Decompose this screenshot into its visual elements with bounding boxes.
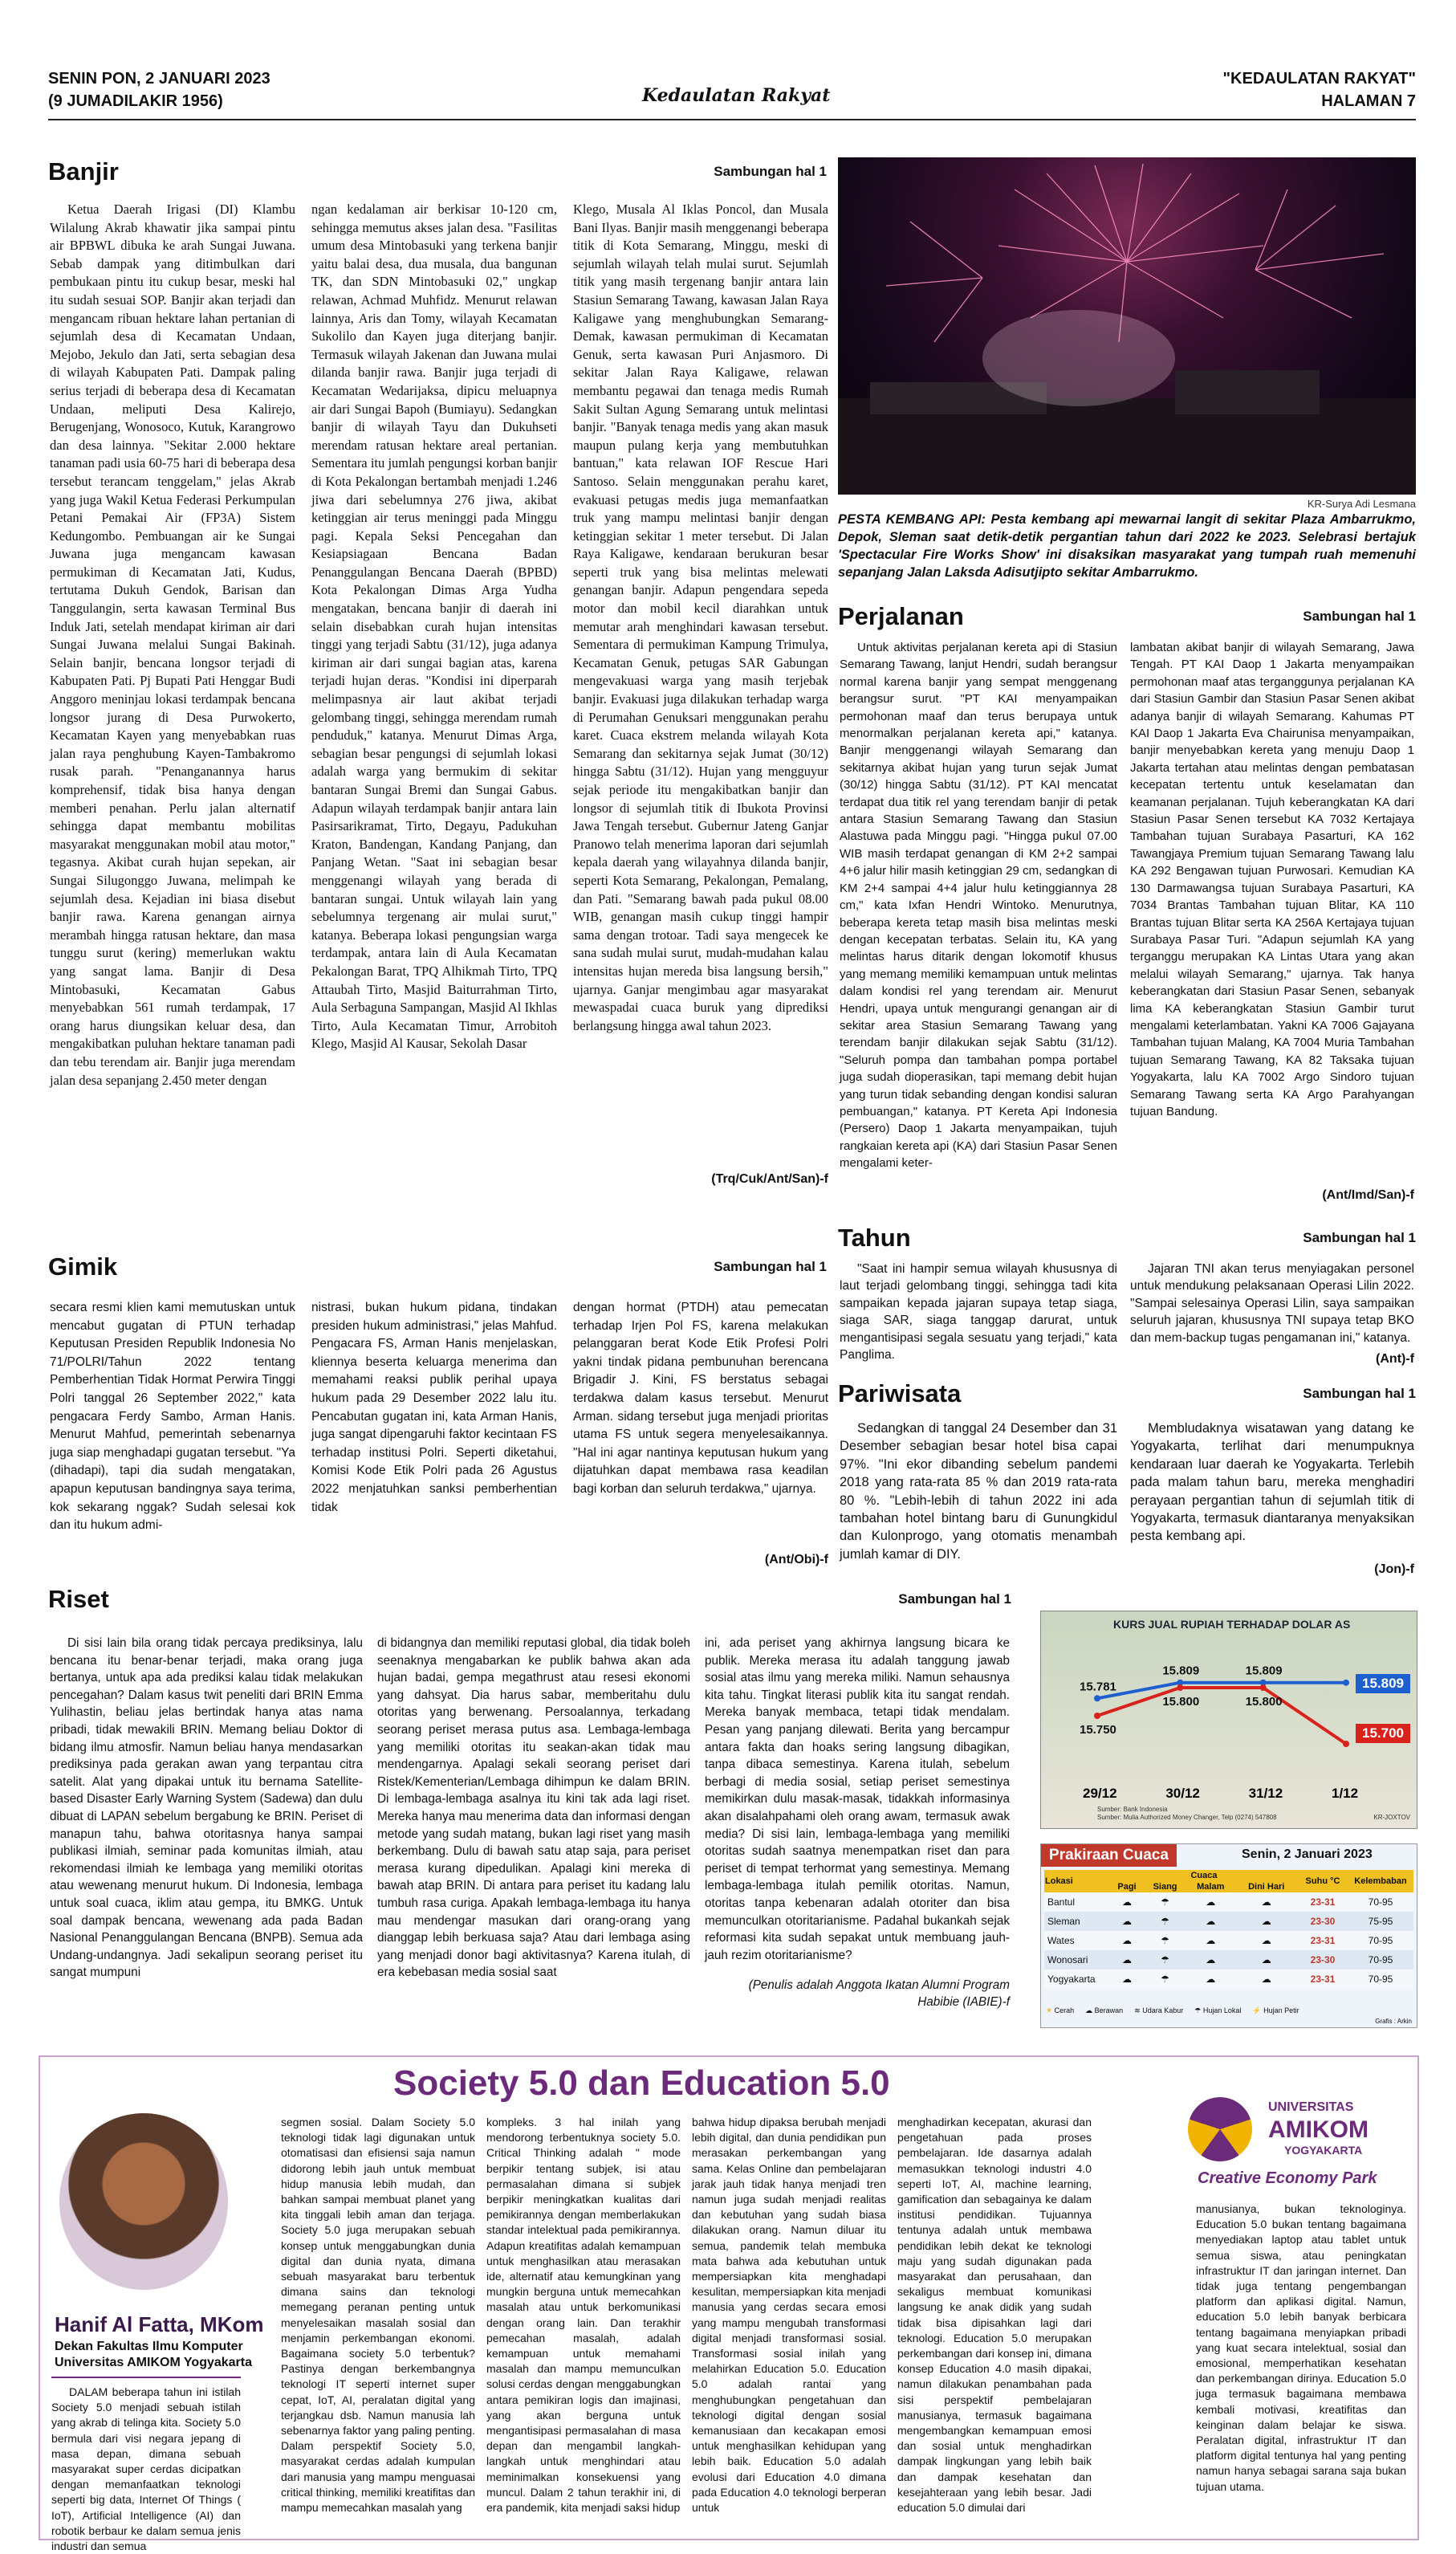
weather-icon: ☂: [1161, 1896, 1169, 1908]
data-point: [1177, 1684, 1183, 1691]
weather-icon: ☁: [1261, 1935, 1271, 1946]
kurs-panel: [1040, 1611, 1417, 1829]
weather-icon: ☁: [1206, 1935, 1216, 1946]
cuaca-title: Prakiraan Cuaca: [1041, 1844, 1177, 1867]
weather-location: Wates: [1047, 1935, 1075, 1946]
weather-icon: ☁: [1206, 1916, 1216, 1927]
value-label: 15.800: [1162, 1695, 1200, 1709]
continuation-label: Sambungan hal 1: [709, 164, 827, 180]
weather-location: Wonosari: [1047, 1954, 1088, 1965]
pariwisata-column-2: Membludaknya wisatawan yang datang ke Yogyakarta, terlihat dari menumpuknya kendaraan luar daerah ke Yogyakarta. Terlebih pada malam tahun baru, mereka menghadiri perayaan pergantian tahun di sejumlah titik di Yogyakarta, termasuk diantaranya menyaksikan pesta kembang api.: [1130, 1421, 1414, 1544]
gimik-column-3: dengan hormat (PTDH) atau pemecatan terhadap Irjen Pol FS, karena melakukan pelanggaran berat Kode Etik Profesi Polri yakni tindak pidana pembunuhan berencana Brigadir J. Kini, FS berstatus sebagai terdakwa dalam kasus tersebut. Menurut Arman. sidang tersebut juga menjadi prioritas utama FS untuk segera menyelesaikannya. "Hal ini agar nantinya keputusan hukum yang dijatuhkan dapat membawa rasa keadilan bagi korban dan seluruh terdakwa," ujarnya.: [573, 1301, 828, 1496]
data-point: [1094, 1713, 1100, 1719]
value-label: 15.750: [1080, 1723, 1116, 1737]
ad-title: Society 5.0 dan Education 5.0: [393, 2063, 890, 2103]
weather-icon: ☁: [1261, 1916, 1271, 1927]
weather-row: [1044, 1892, 1413, 1912]
head-cuaca: Cuaca: [1190, 1871, 1218, 1880]
weather-icon: ☂: [1161, 1974, 1169, 1985]
continuation-label: Sambungan hal 1: [1298, 609, 1416, 625]
tahun-column-1: "Saat ini hampir semua wilayah khususnya di laut terjadi gelombang tinggi, sehingga tadi kita sampaikan kepada jajaran supaya tetap siaga, siaga SAR, siaga tanggap darurat, untuk mengantisipasi segala sesuatu yang terjadi," kata Panglima.: [840, 1262, 1117, 1363]
weather-humidity: 70-95: [1368, 1935, 1393, 1946]
uni-label-2: AMIKOM: [1268, 2116, 1369, 2143]
weather-icon: ☁: [1121, 1974, 1132, 1985]
weather-icon: ☂: [1161, 1954, 1169, 1965]
head-kelembaban: Kelembaban: [1354, 1876, 1407, 1886]
tahun-column-2: Jajaran TNI akan terus menyiagakan personel untuk mendukung pelaksanaan Operasi Lilin 2022. "Sampai selesainya Operasi Lilin, saya sampaikan seluruh jajaran, khususnya TNI supaya tetap BKO dan mem-backup tugas pengamanan ini," katanya.: [1130, 1262, 1414, 1345]
weather-row: [1044, 1969, 1413, 1989]
legend-hujan-petir: ⚡ Hujan Petir: [1252, 2006, 1299, 2014]
weather-humidity: 70-95: [1368, 1896, 1393, 1908]
issue-date: SENIN PON, 2 JANUARI 2023: [48, 70, 270, 88]
perjalanan-column-1: Untuk aktivitas perjalanan kereta api di Stasiun Semarang Tawang, lanjut Hendri, sudah berangsur normal karena banjir yang sempat menggenang berangsur surut. "PT KAI menyampaikan permohonan maaf dan terus berupaya untuk menormalkan perjalanan kereta api," katanya. Banjir menggenangi wilayah Semarang dan sekitarnya akibat hujan yang turun sejak Jumat (30/12) hingga Sabtu (31/12). PT KAI mencatat terdapat dua titik rel yang terendam banjir di petak antara Stasiun Semarang Tawang dan Stasiun Alastuwa pada Minggu pagi. "Hingga pukul 07.00 WIB masih terdapat genangan di KM 2+2 sampai 4+6 jalur hilir masih ketinggian 29 cm, sedangkan di KM 2+4 sampai 4+4 jalur hulu ketinggiannya 28 cm," kata Ixfan Hendri Wintoko. Menurutnya, beberapa kereta tetap masih bisa melintas meski dengan kecepatan terbatas. Selain itu, KA yang melintas harus ditarik dengan lokomotif khusus yang memang memiliki kemampuan untuk melintas dalam kondisi rel yang terendam air. Menurut Hendri, upaya untuk mengurangi genangan air di sekitar area Stasiun Semarang Tawang yang terendam banjir dilakukan sejak Sabtu (31/12). "Seluruh pompa dan tambahan pompa portabel juga sudah dioperasikan, tapi memang debit hujan yang turun tidak sebanding dengan kondisi saluran pembuangan," katanya. PT Kereta Api Indonesia (Persero) Daop 1 Jakarta menyampaikan, tujuh rangkaian kereta api (KA) dari Stasiun Pasar Senen mengalami keter-: [840, 641, 1117, 1171]
cloud-icon: ☁: [1085, 2006, 1093, 2014]
series-line-1: [1097, 1688, 1346, 1744]
weather-temperature: 23-31: [1310, 1896, 1336, 1908]
author-role: Dekan Fakultas Ilmu Komputer: [55, 2340, 243, 2353]
uni-label-3: YOGYAKARTA: [1284, 2144, 1363, 2157]
weather-icon: ☂: [1161, 1916, 1169, 1927]
byline: (Trq/Cuk/Ant/San)-f: [711, 1172, 828, 1186]
legend-hujan-lokal: ☂ Hujan Lokal: [1194, 2006, 1242, 2014]
section-perjalanan: [838, 602, 1416, 634]
section-title: Pariwisata: [838, 1379, 966, 1407]
section-title: Riset: [48, 1585, 114, 1613]
author-university: Universitas AMIKOM Yogyakarta: [55, 2356, 253, 2369]
kurs-credit: KR-JOXTOV: [1373, 1814, 1410, 1821]
head-pagi: Pagi: [1117, 1882, 1137, 1892]
weather-icon: ☁: [1121, 1954, 1132, 1965]
kurs-source-1: Sumber: Bank Indonesia: [1097, 1806, 1168, 1813]
value-label: 15.809: [1162, 1664, 1200, 1678]
weather-row: [1044, 1912, 1413, 1931]
author-name: Hanif Al Fatta, MKom: [55, 2312, 264, 2336]
weather-icon: ☁: [1206, 1896, 1216, 1908]
legend-berawan: ☁ Berawan: [1085, 2006, 1124, 2014]
byline: (Ant/Obi)-f: [764, 1553, 828, 1566]
weather-row: [1044, 1950, 1413, 1969]
weather-icon: ☁: [1121, 1935, 1132, 1946]
pariwisata-column-1: Sedangkan di tanggal 24 Desember dan 31 Desember sebagian besar hotel bisa capai 97%. "Ini ekor dibanding sebelum pandemi 2018 yang rata-rata 85 % dan 2019 rata-rata 80 %. "Lebih-lebih di tahun 2022 ini ada tambahan hotel bintang baru di Gunungkidul dan Kulonprogo, yang otomatis menambah jumlah kamar di DIY.: [840, 1421, 1117, 1562]
banjir-column-2: ngan kedalaman air berkisar 10-120 cm, sehingga memutus akses jalan desa. "Fasilitas umum desa Mintobasuki yang terkena banjir yaitu balai desa, dua musala, dua bangunan TK, dan SDN Mintobasuki 02," ungkap relawan, Achmad Muhfidz. Menurut relawan lainnya, Aris dan Tomy, wilayah Kecamatan Sukolilo dan Kayen juga diterjang banjir. Termasuk wilayah Jakenan dan Juwana mulai dilanda banjir rawa. Banjir juga terjadi di Kecamatan Wedarijaksa, dipicu meluapnya air dari Sungai Bapoh (Bumiayu). Sedangkan banjir di wilayah Tayu dan Dukuhseti merendam ratusan hektare areal pertanian. Sementara itu jumlah pengungsi korban banjir di Kota Pekalongan bertambah menjadi 1.246 jiwa dari sebelumnya 276 jiwa, akibat ketinggian air terus meninggi pada Minggu pagi. Kepala Seksi Pencegahan dan Kesiapsiagaan Bencana Badan Penanggulangan Bencana Daerah (BPBD) Kota Pekalongan Dimas Arga Yudha mengatakan, bencana banjir di daerah ini selain disebabkan curah hujan intensitas tinggi yang terjadi Sabtu (31/12), juga adanya kiriman air dari sungai bagian atas, karena terjadi hujan deras. "Kondisi ini diperparah melimpasnya air laut akibat terjadi gelombang tinggi, sehingga merendam rumah penduduk," katanya. Menurut Dimas Arga, sebagian besar pengungsi di sejumlah lokasi adalah warga yang bermukim di sekitar bantaran Sungai Bremi dan Sungai Gabus. Adapun wilayah terdampak banjir antara lain Pasirsarikramat, Tirto, Degayu, Padukuhan Kraton, Bandengan, Kandang Panjang, dan Panjang Wetan. "Saat ini sebagian besar menggenangi wilayah yang berada di bantaran sungai. Untuk wilayah lain yang sebelumnya tergenang air mulai surut," katanya. Beberapa lokasi pengungsian warga terdampak, antara lain di Aula Kecamatan Pekalongan Barat, TPQ Alhikmah Tirto, TPQ Attaubah Tirto, Masjid Baiturrahman Tirto, Aula Serbaguna Sampangan, Masjid Al Ikhlas Tirto, Aula Kecamatan Timur, Arrobitoh Klego, Masjid Al Kausar, Sekolah Dasar: [311, 202, 557, 1052]
sun-icon: ☀: [1046, 2006, 1053, 2014]
weather-location: Yogyakarta: [1047, 1974, 1096, 1985]
data-point: [1343, 1680, 1349, 1686]
section-title: Perjalanan: [838, 602, 969, 630]
head-siang: Siang: [1153, 1882, 1177, 1892]
head-lokasi: Lokasi: [1045, 1876, 1073, 1886]
weather-row: [1044, 1931, 1413, 1950]
ad-column-3: kompleks. 3 hal inilah yang mendorong terbentuknya society 5.0. Critical Thinking adalah " mode berpikir tentang subjek, isi atau permasalahan dimana si subjek berpikir meningkatkan kualitas dari pemikirannya dengan memberlakukan standar intelektual pada pemikirannya. Adapun kreatifitas adalah kemampuan untuk menghasilkan atau merasakan ide, alternatif atau kemungkinan yang mungkin berguna untuk memecahkan masalah atau untuk berkomunikasi dengan orang lain. Dan terakhir pemecahan masalah, adalah kemampuan untuk memahami masalah dan mampu memunculkan solusi cerdas dengan menggabungkan antara pemikiran logis dan imajinasi, yang akan berguna untuk mengantisipasi permasalahan di masa depan dan mengambil langkah-langkah untuk menghindari atau meminimalkan konsekuensi yang muncul. Dalam 2 tahun terakhir ini, di era pandemik, kita menjadi saksi hidup: [486, 2116, 681, 2515]
cuaca-legend: [1046, 2006, 1299, 2015]
section-title: Banjir: [48, 157, 124, 185]
data-point: [1094, 1695, 1100, 1701]
weather-icon: ☁: [1121, 1916, 1132, 1927]
cuaca-table: [1044, 1870, 1413, 1989]
ad-column-1: DALAM beberapa tahun ini istilah Society 5.0 menjadi sebuah istilah yang akrab di telinga kita. Society 5.0 bermula dari visi negara jepang di masa depan, dimana sebuah masyarakat super cerdas dicipatkan dengan memanfaatkan teknologi seperti big data, Internet Of Things ( IoT), Artificial Intelligence (AI) dan robotik berbaur ke dalam semua jenis industri dan semua: [51, 2385, 241, 2553]
weather-humidity: 70-95: [1368, 1974, 1393, 1985]
rain-icon: ☂: [1194, 2006, 1202, 2014]
weather-icon: ☁: [1261, 1954, 1271, 1965]
section-pariwisata: [838, 1379, 1416, 1411]
author-note: (Penulis adalah Anggota Ikatan Alumni Program Habibie (IABIE)-f: [748, 1978, 1010, 2009]
hijri-date: (9 JUMADILAKIR 1956): [48, 92, 223, 110]
weather-location: Sleman: [1047, 1916, 1080, 1927]
continuation-label: Sambungan hal 1: [893, 1591, 1011, 1607]
ad-column-5: menghadirkan kecepatan, akurasi dan pengetahuan pada proses pembelajaran. Ide dasarnya adalah memasukkan teknologi industri 4.0 seperti IoT, AI, machine learning, gamification dan sebagainya ke dalam institusi pendidikan. Tujuannya tentunya adalah untuk membawa pendidikan lebih dekat ke teknologi maju yang sudah digunakan pada masyarakat dan perusahaan, dan sekaligus membuat komunikasi langsung ke anak didik yang sudah tidak bisa dipisahkan lagi dari teknologi. Education 5.0 merupakan perkembangan dari konsep ini, dimana konsep Education 4.0 masih dipakai, namun dilakukan penambahan pada sisi perspektif pembelajaran manusianya, termasuk bagaimana mengembangkan kemampuan emosi dan sosial untuk menghadirkan dampak lingkungan yang lebih baik dan dampak kesehatan dan kesejahteraan yang lebih besar. Jadi education 5.0 dimulai dari: [897, 2116, 1092, 2515]
value-label: 15.781: [1080, 1680, 1116, 1694]
thunder-icon: ⚡: [1252, 2006, 1262, 2014]
kurs-source-2: Sumber: Mulia Authorized Money Changer, Telp (0274) 547808: [1097, 1814, 1277, 1821]
legend-udara-kabur: ≋ Udara Kabur: [1134, 2006, 1184, 2014]
section-riset: [48, 1585, 1011, 1617]
photo-caption: PESTA KEMBANG API: Pesta kembang api mewarnai langit di sekitar Plaza Ambarrukmo, Depok, Sleman saat detik-detik pergantian tahun dari 2022 ke 2023. Selebrasi bertajuk 'Spectacular Fire Works Show' ini disaksikan masyarakat yang tumpah ruah memenuhi sepanjang Jalan Laksda Adisutjipto sekitar Ambarrukmo.: [838, 512, 1416, 580]
byline: (Ant)-f: [1376, 1352, 1414, 1366]
perjalanan-column-2: lambatan akibat banjir di wilayah Semarang, Jawa Tengah. PT KAI Daop 1 Jakarta menyampaikan permohonan maaf atas terganggunya perjalanan KA dari Stasiun Gambir dan Stasiun Pasar Senen akibat adanya banjir di wilayah Semarang. Kahumas PT KAI Daop 1 Jakarta Eva Chairunisa menyampaikan, banjir menyebabkan kereta yang menuju Daop 1 Jakarta tertahan atau melintas dengan pembatasan kecepatan tertentu untuk keselamatan dan keamanan perjalanan. Tujuh keberangkatan KA dari Stasiun Pasar Senen tersebut KA 7032 Kertajaya Tambahan tujuan Surabaya Pasarturi, KA 162 Tawangjaya Premium tujuan Semarang Tawang lalu KA 292 Bengawan tujuan Purwosari. Kemudian KA 130 Darmawangsa tujuan Surabaya Pasarturi, KA 7034 Brantas Tambahan tujuan Blitar, KA 110 Brantas tujuan Blitar serta KA 256A Kertajaya tujuan Surabaya Pasar Turi. "Adapun sejumlah KA yang terganggu merupakan KA Lintas Utara yang akan melalui wilayah Semarang," ujarnya. Tak hanya keberangkatan dari Stasiun Pasar Senen, sebanyak lima KA keberangkatan Stasiun Gambir turut mengalami keterlambatan. Yakni KA 7006 Gajayana Tambahan tujuan Malang, KA 7004 Muria Tambahan tujuan Semarang Tawang, KA 82 Taksaka tujuan Yogyakarta, lalu KA 7002 Argo Sindoro tujuan Semarang Tawang serta KA Argo Parahyangan tujuan Bandung.: [1130, 641, 1414, 1118]
section-title: Tahun: [838, 1224, 916, 1252]
byline: (Jon)-f: [1374, 1562, 1414, 1576]
x-tick-label: 30/12: [1165, 1786, 1200, 1801]
head-suhu: Suhu °C: [1305, 1876, 1340, 1886]
haze-icon: ≋: [1134, 2006, 1141, 2014]
fireworks-photo: [838, 157, 1416, 495]
weather-temperature: 23-30: [1310, 1916, 1336, 1927]
masthead-logo: Kedaulatan Rakyat: [642, 85, 831, 106]
value-label: 15.800: [1245, 1695, 1283, 1709]
banjir-column-3: Klego, Musala Al Iklas Poncol, dan Musala Bani Ilyas. Banjir masih menggenangi beberapa titik di Kota Semarang, Minggu, meski di sejumlah wilayah telah mulai surut. Sejumlah titik yang masih tergenang banjir antara lain Stasiun Semarang Tawang, kawasan Jalan Raya Kaligawe yang menghubungkan Semarang-Demak, kawasan permukiman di Kecamatan Genuk, serta kawasan Puri Anjasmoro. Di sekitar Jalan Raya Kaligawe, relawan membantu pegawai dan tenaga medis Rumah Sakit Sultan Agung Semarang untuk melintasi banjir. "Banyak tenaga medis yang akan masuk maupun pulang kerja yang membutuhkan bantuan," kata relawan IOF Rescue Hari Santoso. Selain menggunakan perahu karet, evakuasi petugas medis juga memanfaatkan truk yang mampu melintasi banjir dengan ketinggian sekitar 1 meter tersebut. Di Jalan Raya Kaligawe, kendaraan berukuran besar seperti truk yang bisa melintas melewati genangan banjir. Adapun pengendara sepeda motor dan mobil kecil diarahkan untuk memutar arah menghindari kawasan tersebut. Sementara di permukiman Kampung Trimulya, Kecamatan Genuk, petugas SAR Gabungan mengevakuasi warga yang masih terjebak banjir. Evakuasi juga dilakukan terhadap warga di Perumahan Genuksari menggunakan perahu karet. Cuaca ekstrem melanda wilayah Kota Semarang dan sekitarnya sejak Jumat (30/12) hingga Sabtu (31/12). Hujan yang mengguyur sejak periode itu mengakibatkan banjir dan longsor di sejumlah titik di Ibukota Provinsi Jawa Tengah tersebut. Gubernur Jateng Ganjar Pranowo telah menerima laporan dari sejumlah kepala daerah yang wilayahnya dilanda banjir, seperti Kota Semarang, Pekalongan, Pemalang, dan Pati. "Semarang bawah pada pukul 08.00 WIB, genangan masih cukup tinggi hampir sama dengan trotoar. Tadi saya mengecek ke sana sudah mulai surut, mudah-mudahan kalau intensitas hujan mereda bisa langsung bersih," ujarnya. Ganjar mengimbau agar masyarakat mewaspadai cuaca buruk yang diprediksi berlangsung hingga awal tahun 2023.: [573, 202, 828, 1033]
weather-icon: ☁: [1206, 1974, 1216, 1985]
byline: (Ant/Imd/San)-f: [1322, 1188, 1414, 1202]
cuaca-panel: [1040, 1843, 1417, 2028]
ad-column-6: manusianya, bukan teknologinya. Education 5.0 bukan tentang bagaimana menyediakan laptop atau tablet untuk semua siswa, atau peningkatan infrastruktur IT dan jaringan internet. Dan tidak juga tentang pengembangan platform dan aplikasi digital. Namun, education 5.0 lebih banyak berbicara tentang bagaimana menyiapkan pribadi yang kuat secara intelektual, sosial dan emosional, memperhatikan kesehatan dan perkembangan dirinya. Education 5.0 juga termasuk bagaimana membawa kembali motivasi, kreatifitas dan keinginan dalam belajar ke siswa. Peralatan digital, infrastruktur IT dan platform digital tentunya hal yang penting namun hanya sebagai sarana saja bukan tujuan utama.: [1196, 2202, 1406, 2493]
ad-tagline: Creative Economy Park: [1198, 2169, 1377, 2187]
x-tick-label: 1/12: [1332, 1786, 1359, 1801]
riset-column-1: Di sisi lain bila orang tidak percaya prediksinya, lalu bencana itu benar-benar terjadi, maka orang juga bertanya, untuk apa ada prediksi kalau tidak melakukan pencegahan? Dalam kasus twit peneliti dari BRIN Emma Yulihastin, beliau jelas bertindak hanya atas nama pribadi, tidak mewakili BRIN. Memang beliau Doktor di bidang ilmu atmosfir. Namun beliau hanya mendasarkan prediksinya pada gerakan awan yang terpantau citra satelit. Alat yang dipakai untuk itu bernama Satellite-based Disaster Early Warning System (Sadewa) dan dulu dibuat di LAPAN sebelum bergabung ke BRIN. Periset di manapun tahu, bahwa otoritasnya hanya sampai publikasi ilmiah, seminar pada komunitas ilmiah, atau rekomendasi ilmiah ke lembaga yang memiliki otoritas atau wewenang menurut hukum. Di Indonesia, lembaga untuk soal cuaca, iklim atau gempa, itu BMKG. Untuk soal dampak bencana, wewenang ada pada Badan Nasional Penanggulangan Bencana (BNPB). Semua ada Undang-undangnya. Jadi sekalipun seorang periset itu sangat mumpuni: [50, 1636, 363, 1980]
section-tahun: [838, 1224, 1416, 1256]
weather-icon: ☂: [1161, 1935, 1169, 1946]
data-point: [1343, 1741, 1349, 1747]
riset-column-2: di bidangnya dan memiliki reputasi global, dia tidak boleh seenaknya mengabarkan ke publik bahwa akan ada hujan badai, gempa megathrust atau resesi ekonomi yang dahsyat. Dia harus sabar, memberitahu dulu otoritas yang berwenang. Persoalannya, terkadang seorang periset merasa putus asa. Lembaga-lembaga yang memiliki otoritas itu seakan-akan tidak mau mendengarnya. Apalagi sekali seorang periset dari Ristek/Kementerian/Lembaga dihimpun ke dalam BRIN. Di lembaga-lembaga asalnya itu kini tak ada lagi riset. Mereka hanya mau menerima data dan informasi dengan metode yang sudah matang, bukan lagi riset yang masih berkembang. Dulu di bawah satu atap saja, para periset merasa kurang dipedulikan. Apalagi kini mereka di bawah atap BRIN. Di antara para periset itu kadang lalu tumbuh rasa curiga. Apakah lembaga-lembaga itu hanya mau mendengar masukan dari orang-orang yang dianggap lebih berkuasa saja? Atau dari lembaga asing yang menjadi donor bagi aktivitasnya? Karena itulah, di era kebebasan media sosial saat: [377, 1636, 690, 1980]
weather-temperature: 23-31: [1310, 1974, 1336, 1985]
section-title: Gimik: [48, 1253, 122, 1281]
gimik-column-2: nistrasi, bukan hukum pidana, tindakan presiden hukum administrasi," jelas Mahfud. Pengacara FS, Arman Hanis menjelaskan, kliennya beserta keluarga menerima dan memahami reaksi publik perihal upaya hukum pada 29 Desember 2022 lalu itu. Pencabutan gugatan ini, kata Arman Hanis, juga sangat dipengaruhi faktor kecintaan FS terhadap institusi Polri. Seperti diketahui, Komisi Kode Etik Polri pada 26 Agustus 2022 menjatuhkan sanksi pemberhentian tidak: [311, 1301, 557, 1514]
head-malam: Malam: [1197, 1882, 1225, 1892]
author-photo: [59, 2113, 228, 2290]
ad-column-2: segmen sosial. Dalam Society 5.0 teknologi tidak lagi digunakan untuk otomatisasi dan efisiensi saja namun didorong lebih jauh untuk membuat hidup manusia lebih mudah, dan bahkan sampai membuat planet yang kita tinggali lebih aman dan terjaga. Society 5.0 juga merupakan sebuah konsep untuk menggabungkan dunia digital dan dunia nyata, dimana sebuah masyarakat baru terbentuk dimana sains dan teknologi memegang peranan penting untuk menyelesaikan masalah sosial dan menjamin perkembangan ekonomi. Bagaimana society 5.0 terbentuk? Pastinya dengan berkembangnya teknologi IT seperti internet super cepat, IoT, AI, peralatan digital yang terjangkau dsb. Namun manusia lah sebenarnya faktor yang paling penting. Dalam perspektif Society 5.0, masyarakat cerdas adalah kumpulan dari manusia yang mampu menguasai critical thinking, memiliki kreatifitas dan mampu memecahkan masalah yang: [281, 2116, 475, 2515]
x-tick-label: 29/12: [1083, 1786, 1117, 1801]
cuaca-credit: Grafis : Arkin: [1375, 2018, 1412, 2025]
page-number: HALAMAN 7: [1321, 92, 1416, 110]
ad-line: [51, 2377, 241, 2378]
gimik-column-1: secara resmi klien kami memutuskan untuk mencabut gugatan di PTUN terhadap Keputusan Presiden Republik Indonesia No 71/POLRI/Tahun 2022 tentang Pemberhentian Tidak Hormat Perwira Tinggi Polri tanggal 26 September 2022," kata pengacara Ferdy Sambo, Arman Hanis. Menurut Mahfud, pemerintah sebenarnya juga siap menghadapi gugatan tersebut. "Ya (dihadapi), tapi dia sudah mengatakan, apapun keputusan bandingnya saya terima, kok sekarang nggak? Sudah selesai kok dan itu hukum admi-: [50, 1301, 295, 1533]
banjir-column-1: Ketua Daerah Irigasi (DI) Klambu Wilalung Akrab khawatir jika sampai pintu air BPBWL dibuka ke arah Sungai Juwana. Sebab dampak yang ditimbulkan dari pembukaan pintu itu cukup besar, meski hal itu sudah sesuai SOP. Banjir akan terjadi dan mengancam ribuan hektare lahan pertanian di sejumlah desa di Kecamatan Undaan, Mejobo, Jekulo dan Jati, serta sebagian desa di wilayah Kabupaten Pati. Dampak paling serius terjadi di beberapa desa di Kecamatan Undaan, meliputi Desa Kalirejo, Berugenjang, Wonosoco, Kutuk, Karangrowo dan desa lainnya. "Sekitar 2.000 hektare tanaman padi usia 60-75 hari di beberapa desa tersebut terancam tenggelam," jelas Akrab yang juga Wakil Ketua Federasi Perkumpulan Petani Pemakai Air (FP3A) Sistem Kedungombo. Pembuangan air ke Sungai Juwana juga mengancam kawasan permukiman di Kecamatan Jati, Kudus, tertutama Dukuh Gendok, Barisan dan Tanggulangin, serta kawasan Terminal Bus Induk Jati, setelah mendapat kiriman air dari Sungai Juwana melalui Sungai Bakinah. Selain banjir, bencana longsor terjadi di Kabupaten Pati. Pj Bupati Pati Henggar Budi Anggoro meninjau lokasi terdampak bencana longsor jurang di Desa Purwokerto, Kecamatan Kayen yang menyebabkan ruas jalan raya penghubung Kayen-Tambakromo rusak parah. "Penanganannya harus komprehensif, tidak bisa hanya dengan memberi penahan. Perlu jalan alternatif sehingga dapat membantu mobilitas masyarakat menggunakan mobil atau motor," tegasnya. Akibat curah hujan sepekan, air Sungai Silugonggo Juwana, melimpah ke sejumlah desa. Kejadian ini biasa disebut banjir rawa. Karena genangan airnya merambah hingga ratusan hektare, dan masa tunggu surut (kering) memerlukan waktu yang sangat lama. Banjir di Desa Mintobasuki, Kecamatan Gabus menyebabkan 561 rumah terdampak, 17 orang harus diungsikan keluar desa, dan mengakibatkan puluhan hektare tanaman padi dan tebu terendam air. Banjir juga merendam jalan desa sepanjang 2.450 meter dengan: [50, 202, 295, 1088]
series-line-0: [1097, 1683, 1346, 1699]
head-dini-hari: Dini Hari: [1248, 1882, 1285, 1892]
kurs-chart: [1041, 1611, 1417, 1828]
paper-name: "KEDAULATAN RAKYAT": [1222, 70, 1416, 88]
photo-credit: KR-Surya Adi Lesmana: [1307, 498, 1416, 510]
weather-icon: ☁: [1261, 1896, 1271, 1908]
continuation-label: Sambungan hal 1: [709, 1259, 827, 1275]
badge-top: 15.809: [1356, 1674, 1410, 1693]
weather-location: Bantul: [1047, 1896, 1076, 1908]
x-tick-label: 31/12: [1248, 1786, 1283, 1801]
fireworks-illustration: [838, 157, 1416, 495]
badge-bottom: 15.700: [1356, 1724, 1410, 1743]
kurs-title: KURS JUAL RUPIAH TERHADAP DOLAR AS: [1113, 1618, 1351, 1631]
weather-humidity: 75-95: [1368, 1916, 1393, 1927]
cuaca-date: Senin, 2 Januari 2023: [1242, 1847, 1373, 1861]
ad-block: [39, 2055, 1419, 2553]
legend-cerah: ☀ Cerah: [1046, 2006, 1075, 2014]
continuation-label: Sambungan hal 1: [1298, 1230, 1416, 1246]
riset-column-3: ini, ada periset yang akhirnya langsung bicara ke publik. Mereka merasa itu adalah tanggung jawab sosial atas ilmu yang mereka miliki. Namun sehausnya kita tahu. Tingkat literasi publik kita itu sangat rendah. Mereka banyak membaca, tetapi tidak mendalam. Pesan yang panjang dilewati. Berita yang bercampur antara fakta dan hoaks sering langsung dibagikan, tanpa dibaca semestinya. Karena itulah, sebelum berbagi di media sosial, setiap periset semestinya memikirkan dulu masak-masak, tidakkah informasinya akan disalahpahami oleh orang awam, termasuk awak media? Di sisi lain, lembaga-lembaga yang memiliki otoritas sudah saatnya menempatkan riset dan para periset di tempat terhormat yang semestinya. Memang lembaga-lembaga itulah pemilik otoritas. Namun, otoritas tanpa kebenaran adalah otoriter dan bisa memunculkan otoritarianisme. Padahal bukankah sejak reformasi kita sudah sepakat untuk membuang jauh-jauh rezim otoritarianisme?: [705, 1636, 1010, 1962]
weather-humidity: 70-95: [1368, 1954, 1393, 1965]
weather-temperature: 23-30: [1310, 1954, 1336, 1965]
section-gimik: [48, 1253, 827, 1285]
data-point: [1260, 1684, 1267, 1691]
dotted-leader: [48, 1599, 1011, 1603]
value-label: 15.809: [1245, 1664, 1283, 1678]
section-banjir: [48, 157, 827, 189]
header-rule: [48, 119, 1416, 120]
weather-temperature: 23-31: [1310, 1935, 1336, 1946]
weather-icon: ☁: [1206, 1954, 1216, 1965]
weather-icon: ☁: [1121, 1896, 1132, 1908]
uni-label-1: UNIVERSITAS: [1268, 2100, 1354, 2114]
weather-icon: ☁: [1261, 1974, 1271, 1985]
continuation-label: Sambungan hal 1: [1298, 1386, 1416, 1402]
ad-column-4: bahwa hidup dipaksa berubah menjadi lebih digital, dan dunia pendidikan pun merasakan perkembangan yang sama. Kelas Online dan pembelajaran jarak jauh tidak hanya menjadi tren namun juga sudah menjadi realitas dan kebutuhan yang sudah biasa dilakukan orang. Namun diluar itu semua, pandemik telah membuka mata bahwa ada kebutuhan untuk mempersiapkan kita menghadapi kesulitan, mempersiapkan kita menjadi manusia yang cerdas secara emosi yang mampu mengubah transformasi digital menjadi transformasi sosial. Transformasi sosial inilah yang melahirkan Education 5.0. Education 5.0 adalah rantai yang menghubungkan pengetahuan dan teknologi digital dengan sosial kemanusiaan dan kecakapan emosi untuk menghasilkan kehidupan yang lebih baik. Education 5.0 adalah evolusi dari Education 4.0 dimana pada Education 4.0 teknologi berperan untuk: [692, 2116, 886, 2515]
amikom-logo: [1188, 2097, 1252, 2161]
